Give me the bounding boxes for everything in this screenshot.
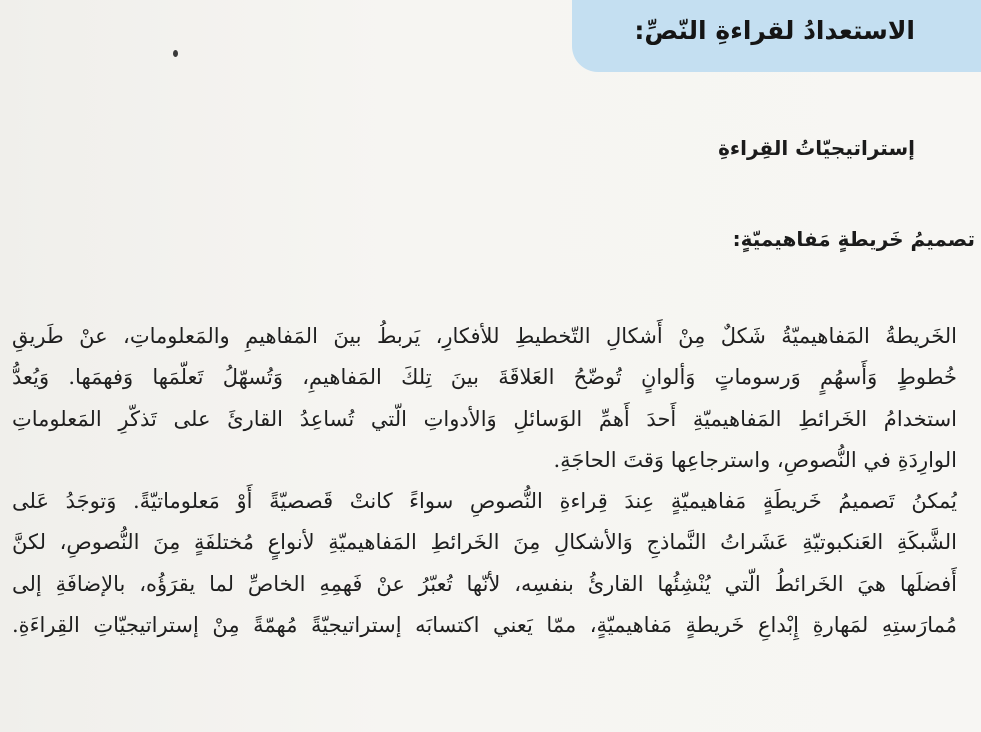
- paragraph-line: خُطوطٍ وَأَسهُمٍ وَرسوماتٍ وَألوانٍ تُوضّحُ العَلاقَةَ بينَ تِلكَ المَفاهيمِ، وَتُسهّلُ تَعلّمَها وَفهمَها. وَيُعدُّ: [12, 365, 957, 390]
- paragraph-line: استخدامُ الخَرائطِ المَفاهيميّةِ أَحدَ أَهمِّ الوَسائلِ وَالأدواتِ الّتي تُساعِدُ القارئَ على تَذكّرِ المَعلوماتِ: [12, 406, 957, 431]
- paragraph-line: يُمكنُ تَصميمُ خَريطَةٍ مَفاهيميّةٍ عِندَ قِراءةِ النُّصوصِ سواءً كانتْ قَصصيّةً أَوْ مَعلوماتيّةً. وَتوجَدُ عَلى: [12, 489, 957, 514]
- paragraph-line: أَفضلَها هيَ الخَرائطُ الّتي يُنْشِئُها القارئُ بنفسِه، لأنّها تُعبّرُ عنْ فَهمِهِ الخاصِّ لما يقرَؤُه، بالإضافَةِ إلى: [12, 571, 957, 596]
- ink-dot: [173, 50, 178, 57]
- concept-map-heading: تصميمُ خَريطةٍ مَفاهيميّةٍ:: [732, 227, 975, 251]
- strategies-heading: إستراتيجيّاتُ القِراءةِ: [718, 136, 915, 160]
- paragraph-line: الشَّبكَةِ العَنكبوتيّةِ عَشَراتُ النَّماذجِ وَالأشكالِ مِنَ الخَرائطِ المَفاهيميّةِ لأنواعٍ مُختلفَةٍ مِنَ النُّصوصِ، لكنَّ: [12, 530, 957, 555]
- section-title: الاستعدادُ لقراءةِ النّصِّ:: [634, 16, 915, 45]
- paragraph-line: الخَريطةُ المَفاهيميّةُ شَكلٌ مِنْ أَشكالِ التّخطيطِ للأفكارِ، يَربطُ بينَ المَفاهيمِ والمَعلوماتِ، عنْ طَريقِ: [12, 324, 957, 348]
- paragraph-line: الوارِدَةِ في النُّصوصِ، واسترجاعِها وَقتَ الحاجَةِ.: [553, 447, 957, 472]
- body-paragraphs: [12, 316, 957, 646]
- paragraph-line: مُمارَستِهِ لمَهارةِ إِبْداعِ خَريطةٍ مَفاهيميّةٍ، ممّا يَعني اكتسابَه إستراتيجيّةً مُهمّةً مِنْ إستراتيجيّاتِ القِراءَةِ.: [12, 613, 957, 638]
